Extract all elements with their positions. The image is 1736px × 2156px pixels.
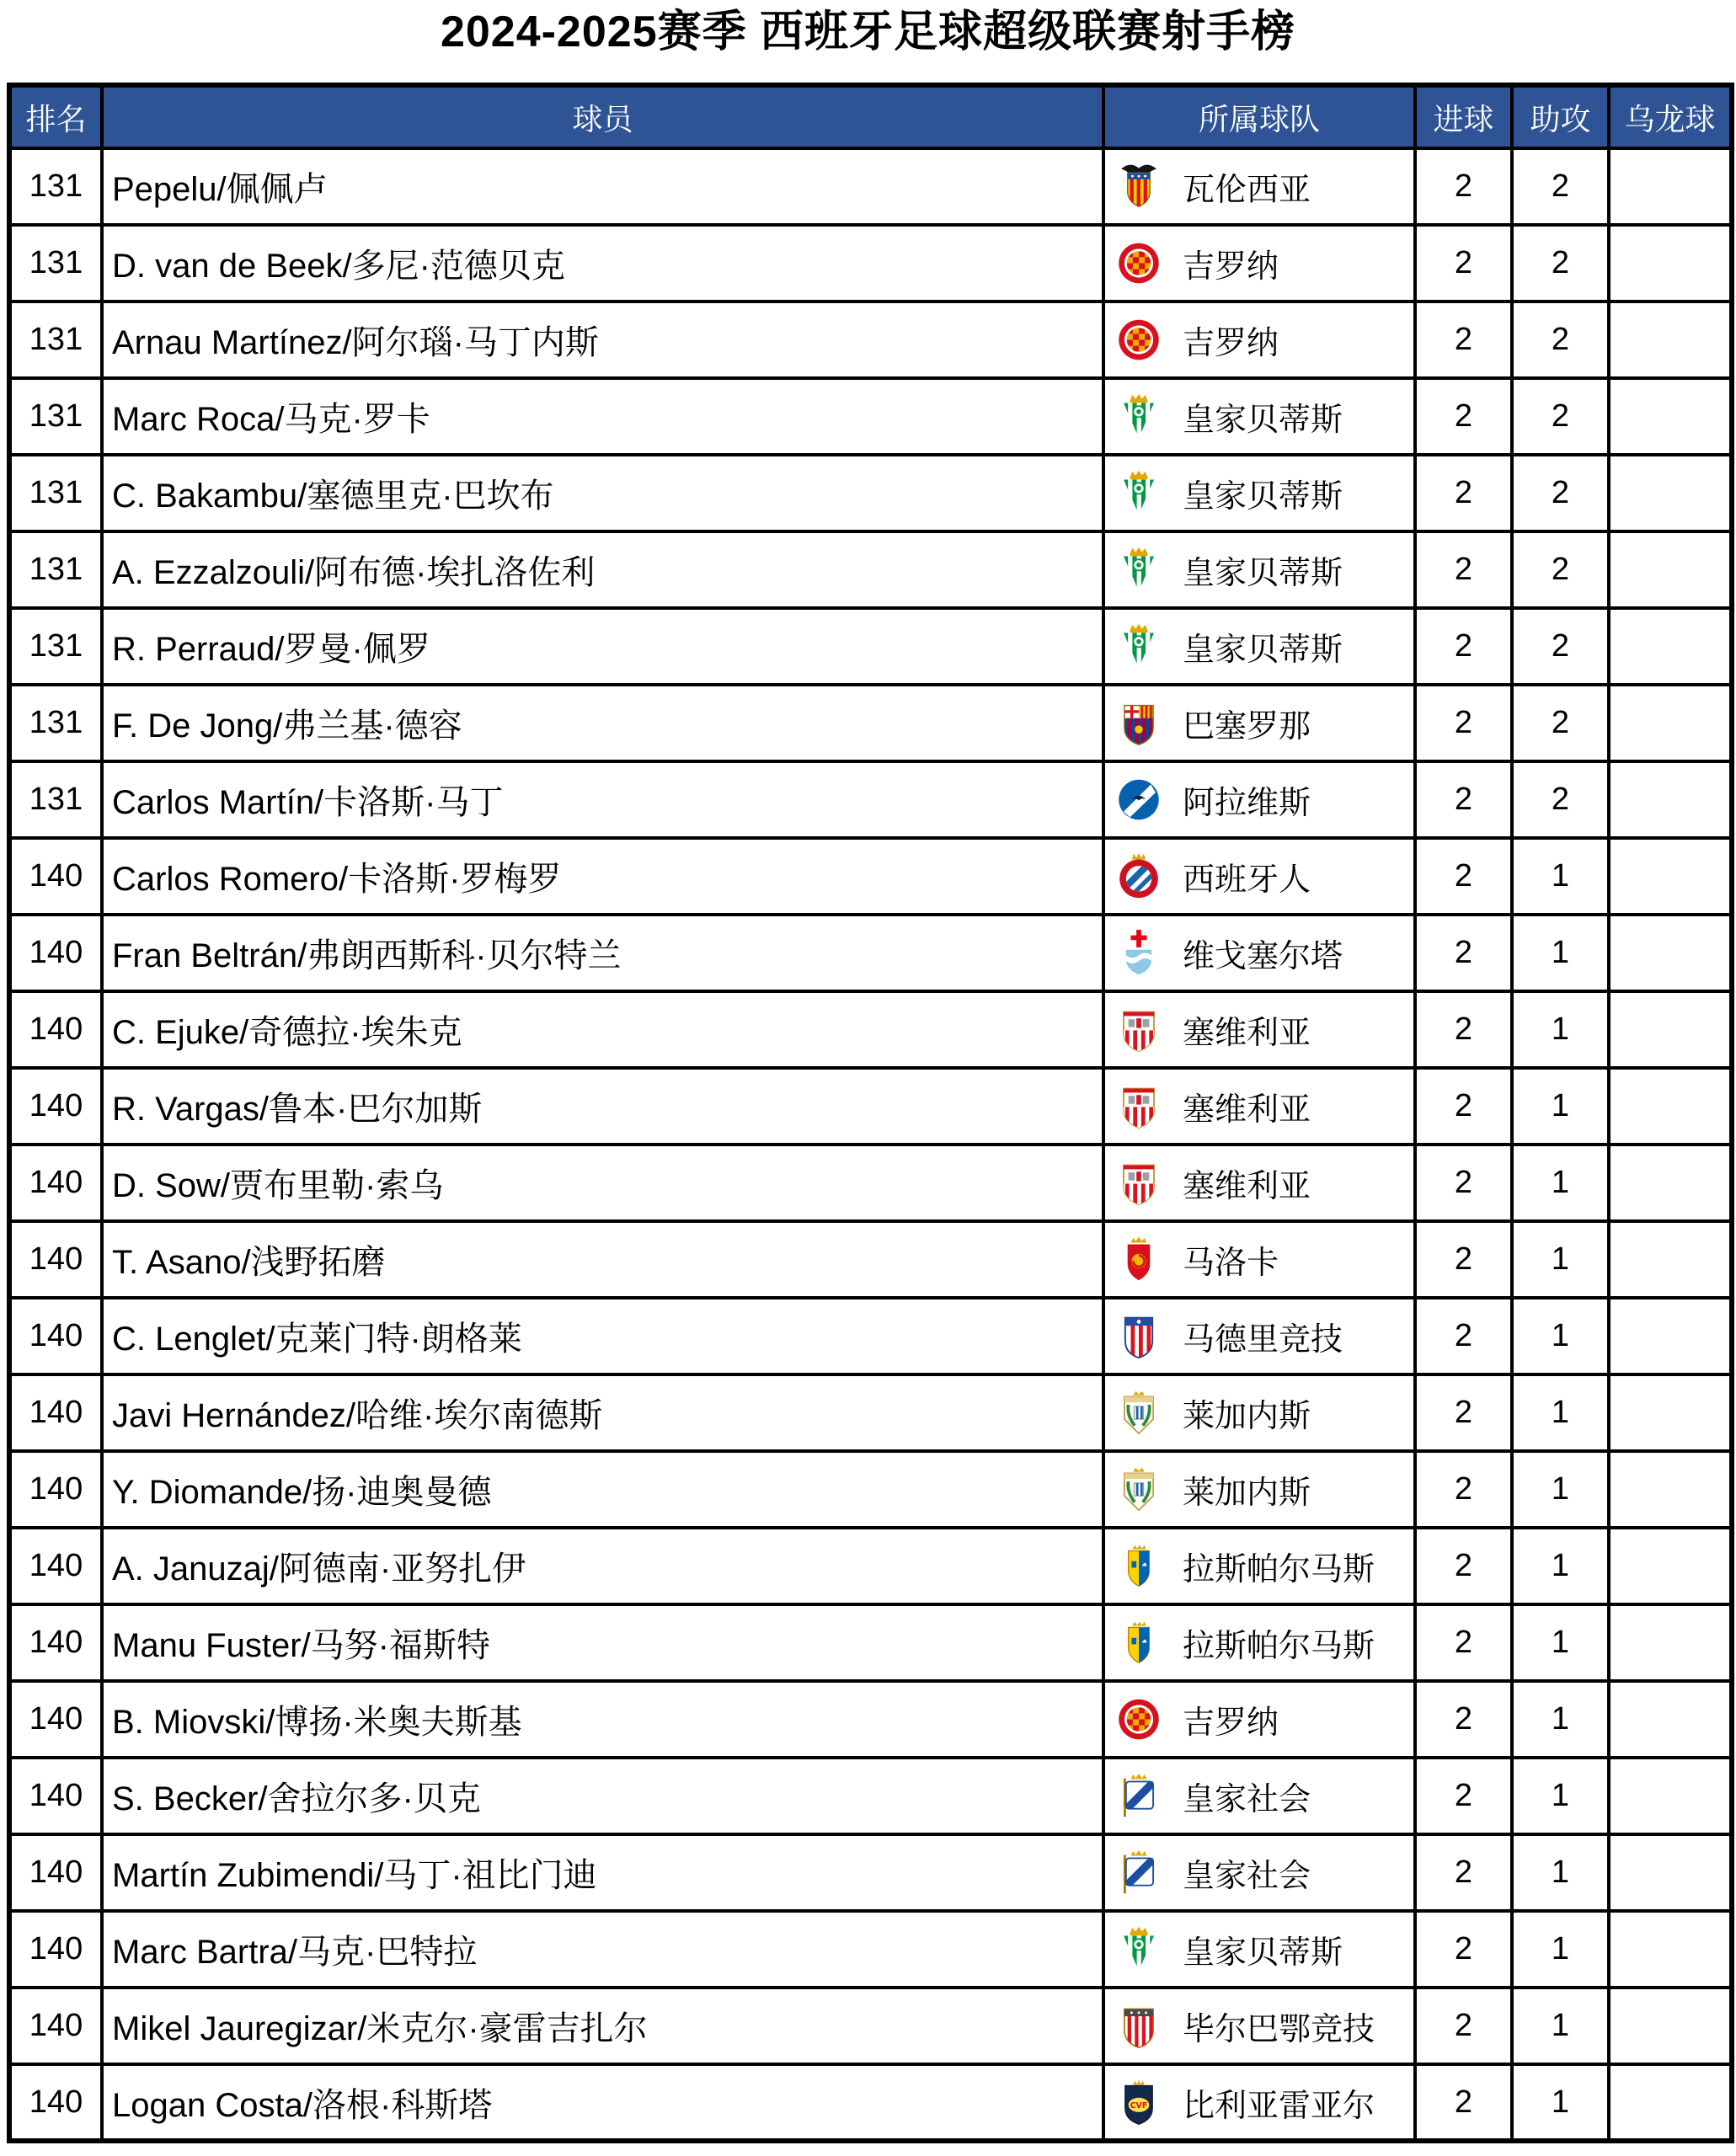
goals-cell: 2	[1415, 1988, 1512, 2064]
assists-cell: 2	[1512, 685, 1609, 761]
player-cell: Marc Bartra/马克·巴特拉	[102, 1911, 1103, 1988]
table-row	[9, 455, 1732, 531]
table-row	[9, 1221, 1732, 1298]
sociedad-crest-icon	[1117, 1849, 1161, 1897]
own-goals-cell	[1609, 1221, 1732, 1298]
team-cell	[1103, 531, 1415, 608]
own-goals-cell	[1609, 1528, 1732, 1604]
team-wrap	[1117, 2002, 1413, 2050]
assists-cell: 1	[1512, 915, 1609, 991]
header-team: 所属球队	[1103, 85, 1415, 148]
goals-cell: 2	[1415, 148, 1512, 225]
team-name: 马洛卡	[1183, 1246, 1279, 1281]
rank-cell: 131	[9, 302, 102, 378]
team-cell	[1103, 302, 1415, 378]
athletic-crest-icon	[1117, 2002, 1161, 2050]
rank-cell: 140	[9, 1451, 102, 1528]
own-goals-cell	[1609, 1068, 1732, 1145]
team-wrap	[1117, 1082, 1413, 1130]
table-row	[9, 685, 1732, 761]
team-wrap	[1117, 1772, 1413, 1820]
assists-cell: 1	[1512, 1068, 1609, 1145]
table-row	[9, 1451, 1732, 1528]
table-row	[9, 1604, 1732, 1681]
rank-cell: 131	[9, 455, 102, 531]
own-goals-cell	[1609, 378, 1732, 455]
team-cell	[1103, 1604, 1415, 1681]
own-goals-cell	[1609, 1374, 1732, 1451]
goals-cell: 2	[1415, 1758, 1512, 1834]
goals-cell: 2	[1415, 1911, 1512, 1988]
goals-cell: 2	[1415, 455, 1512, 531]
rank-cell: 140	[9, 1834, 102, 1911]
player-cell: Carlos Martín/卡洛斯·马丁	[102, 761, 1103, 838]
player-cell: Marc Roca/马克·罗卡	[102, 378, 1103, 455]
table-row	[9, 1068, 1732, 1145]
own-goals-cell	[1609, 685, 1732, 761]
table-row	[9, 915, 1732, 991]
team-wrap	[1117, 392, 1413, 440]
team-name: 吉罗纳	[1183, 326, 1279, 361]
rank-cell: 140	[9, 1068, 102, 1145]
player-cell: Carlos Romero/卡洛斯·罗梅罗	[102, 838, 1103, 915]
player-cell: Fran Beltrán/弗朗西斯科·贝尔特兰	[102, 915, 1103, 991]
rank-cell: 140	[9, 2064, 102, 2141]
team-cell	[1103, 1298, 1415, 1374]
team-cell	[1103, 1681, 1415, 1758]
table-row	[9, 1528, 1732, 1604]
player-cell: C. Bakambu/塞德里克·巴坎布	[102, 455, 1103, 531]
team-wrap	[1117, 1465, 1413, 1513]
player-cell: F. De Jong/弗兰基·德容	[102, 685, 1103, 761]
table-row	[9, 761, 1732, 838]
table-row	[9, 1374, 1732, 1451]
assists-cell: 1	[1512, 1298, 1609, 1374]
own-goals-cell	[1609, 915, 1732, 991]
team-wrap	[1117, 1389, 1413, 1437]
own-goals-cell	[1609, 2064, 1732, 2141]
rank-cell: 140	[9, 1911, 102, 1988]
team-wrap	[1117, 1925, 1413, 1973]
girona-crest-icon	[1117, 1695, 1161, 1743]
player-cell: A. Januzaj/阿德南·亚努扎伊	[102, 1528, 1103, 1604]
own-goals-cell	[1609, 531, 1732, 608]
player-cell: R. Vargas/鲁本·巴尔加斯	[102, 1068, 1103, 1145]
goals-cell: 2	[1415, 1221, 1512, 1298]
team-wrap	[1117, 2079, 1413, 2127]
rank-cell: 131	[9, 378, 102, 455]
goals-cell: 2	[1415, 1834, 1512, 1911]
own-goals-cell	[1609, 1451, 1732, 1528]
team-name: 拉斯帕尔马斯	[1183, 1552, 1375, 1588]
assists-cell: 2	[1512, 761, 1609, 838]
team-name: 吉罗纳	[1183, 1705, 1279, 1741]
team-cell	[1103, 991, 1415, 1068]
mallorca-crest-icon	[1117, 1235, 1161, 1283]
svg-text:CVF: CVF	[1130, 2100, 1148, 2111]
own-goals-cell	[1609, 148, 1732, 225]
sociedad-crest-icon	[1117, 1772, 1161, 1820]
table-header	[9, 85, 1732, 148]
rank-cell: 140	[9, 991, 102, 1068]
own-goals-cell	[1609, 1911, 1732, 1988]
rank-cell: 140	[9, 915, 102, 991]
rank-cell: 140	[9, 1988, 102, 2064]
team-wrap	[1117, 1619, 1413, 1667]
rank-cell: 140	[9, 1374, 102, 1451]
team-cell	[1103, 1911, 1415, 1988]
atletico-crest-icon	[1117, 1312, 1161, 1360]
team-cell	[1103, 455, 1415, 531]
team-wrap	[1117, 1312, 1413, 1360]
team-name: 维戈塞尔塔	[1183, 939, 1343, 974]
team-cell	[1103, 685, 1415, 761]
own-goals-cell	[1609, 608, 1732, 685]
goals-cell: 2	[1415, 1604, 1512, 1681]
goals-cell: 2	[1415, 1374, 1512, 1451]
player-cell: Logan Costa/洛根·科斯塔	[102, 2064, 1103, 2141]
assists-cell: 1	[1512, 1528, 1609, 1604]
rank-cell: 140	[9, 1758, 102, 1834]
team-cell	[1103, 1758, 1415, 1834]
team-wrap	[1117, 1235, 1413, 1283]
player-cell: Y. Diomande/扬·迪奥曼德	[102, 1451, 1103, 1528]
rank-cell: 131	[9, 608, 102, 685]
own-goals-cell	[1609, 1145, 1732, 1221]
assists-cell: 2	[1512, 148, 1609, 225]
alaves-crest-icon	[1117, 776, 1161, 824]
goals-cell: 2	[1415, 1451, 1512, 1528]
goals-cell: 2	[1415, 225, 1512, 302]
team-cell	[1103, 1221, 1415, 1298]
team-cell	[1103, 1528, 1415, 1604]
team-wrap	[1117, 1695, 1413, 1743]
table-row	[9, 1298, 1732, 1374]
rank-cell: 131	[9, 225, 102, 302]
team-name: 皇家贝蒂斯	[1183, 556, 1343, 591]
own-goals-cell	[1609, 1604, 1732, 1681]
team-cell	[1103, 1834, 1415, 1911]
goals-cell: 2	[1415, 608, 1512, 685]
table-row	[9, 302, 1732, 378]
rank-cell: 140	[9, 1298, 102, 1374]
own-goals-cell	[1609, 761, 1732, 838]
table-row	[9, 2064, 1732, 2141]
girona-crest-icon	[1117, 316, 1161, 364]
header-goals: 进球	[1415, 85, 1512, 148]
team-name: 吉罗纳	[1183, 249, 1279, 285]
team-name: 毕尔巴鄂竞技	[1183, 2012, 1375, 2047]
team-cell	[1103, 1988, 1415, 2064]
own-goals-cell	[1609, 1988, 1732, 2064]
team-cell	[1103, 148, 1415, 225]
player-cell: Pepelu/佩佩卢	[102, 148, 1103, 225]
assists-cell: 1	[1512, 1221, 1609, 1298]
team-name: 皇家贝蒂斯	[1183, 632, 1343, 668]
goals-cell: 2	[1415, 1298, 1512, 1374]
team-wrap	[1117, 316, 1413, 364]
sevilla-crest-icon	[1117, 1006, 1161, 1054]
team-cell	[1103, 608, 1415, 685]
table-row	[9, 148, 1732, 225]
team-cell	[1103, 378, 1415, 455]
goals-cell: 2	[1415, 1528, 1512, 1604]
rank-cell: 131	[9, 761, 102, 838]
team-name: 塞维利亚	[1183, 1016, 1311, 1051]
team-name: 皇家贝蒂斯	[1183, 1935, 1343, 1971]
leganes-crest-icon	[1117, 1465, 1161, 1513]
team-name: 塞维利亚	[1183, 1092, 1311, 1128]
own-goals-cell	[1609, 302, 1732, 378]
team-wrap	[1117, 546, 1413, 594]
table-body	[9, 148, 1732, 2141]
rank-cell: 140	[9, 1145, 102, 1221]
assists-cell: 2	[1512, 378, 1609, 455]
team-cell	[1103, 1068, 1415, 1145]
table-row	[9, 1145, 1732, 1221]
header-player: 球员	[102, 85, 1103, 148]
sevilla-crest-icon	[1117, 1159, 1161, 1207]
goals-cell: 2	[1415, 685, 1512, 761]
own-goals-cell	[1609, 1834, 1732, 1911]
assists-cell: 2	[1512, 302, 1609, 378]
player-cell: Mikel Jauregizar/米克尔·豪雷吉扎尔	[102, 1988, 1103, 2064]
own-goals-cell	[1609, 991, 1732, 1068]
goals-cell: 2	[1415, 761, 1512, 838]
espanyol-crest-icon	[1117, 852, 1161, 900]
assists-cell: 1	[1512, 1988, 1609, 2064]
player-cell: D. Sow/贾布里勒·索乌	[102, 1145, 1103, 1221]
assists-cell: 1	[1512, 991, 1609, 1068]
team-name: 巴塞罗那	[1183, 709, 1311, 744]
team-cell	[1103, 1145, 1415, 1221]
rank-cell: 140	[9, 1604, 102, 1681]
assists-cell: 1	[1512, 2064, 1609, 2141]
team-name: 西班牙人	[1183, 862, 1311, 898]
table-row	[9, 1834, 1732, 1911]
player-cell: D. van de Beek/多尼·范德贝克	[102, 225, 1103, 302]
rank-cell: 131	[9, 148, 102, 225]
assists-cell: 1	[1512, 1604, 1609, 1681]
team-wrap	[1117, 1006, 1413, 1054]
goals-cell: 2	[1415, 1068, 1512, 1145]
team-wrap	[1117, 239, 1413, 287]
betis-crest-icon	[1117, 469, 1161, 517]
villarreal-crest-icon	[1117, 2079, 1161, 2127]
team-name: 马德里竞技	[1183, 1322, 1343, 1358]
table-row	[9, 838, 1732, 915]
header-assists: 助攻	[1512, 85, 1609, 148]
rank-cell: 140	[9, 838, 102, 915]
table-row	[9, 991, 1732, 1068]
assists-cell: 1	[1512, 1681, 1609, 1758]
goals-cell: 2	[1415, 531, 1512, 608]
goals-cell: 2	[1415, 2064, 1512, 2141]
rank-cell: 140	[9, 1221, 102, 1298]
rank-cell: 131	[9, 531, 102, 608]
betis-crest-icon	[1117, 392, 1161, 440]
team-name: 莱加内斯	[1183, 1476, 1311, 1511]
own-goals-cell	[1609, 838, 1732, 915]
team-cell	[1103, 1374, 1415, 1451]
goals-cell: 2	[1415, 302, 1512, 378]
team-cell	[1103, 915, 1415, 991]
team-name: 瓦伦西亚	[1183, 173, 1311, 208]
las-palmas-crest-icon	[1117, 1619, 1161, 1667]
team-wrap	[1117, 163, 1413, 211]
page-title: 2024-2025赛季 西班牙足球超级联赛射手榜	[440, 8, 1296, 56]
team-cell	[1103, 761, 1415, 838]
team-wrap	[1117, 776, 1413, 824]
celta-crest-icon	[1117, 929, 1161, 977]
table-row	[9, 1988, 1732, 2064]
assists-cell: 1	[1512, 1834, 1609, 1911]
goals-cell: 2	[1415, 1681, 1512, 1758]
player-cell: T. Asano/浅野拓磨	[102, 1221, 1103, 1298]
team-wrap	[1117, 1542, 1413, 1590]
goals-cell: 2	[1415, 991, 1512, 1068]
team-cell	[1103, 225, 1415, 302]
assists-cell: 2	[1512, 455, 1609, 531]
team-name: 比利亚雷亚尔	[1183, 2088, 1375, 2124]
goals-cell: 2	[1415, 915, 1512, 991]
assists-cell: 1	[1512, 838, 1609, 915]
assists-cell: 1	[1512, 1911, 1609, 1988]
team-wrap	[1117, 1159, 1413, 1207]
team-name: 塞维利亚	[1183, 1169, 1311, 1204]
own-goals-cell	[1609, 225, 1732, 302]
team-name: 皇家贝蒂斯	[1183, 403, 1343, 438]
team-wrap	[1117, 699, 1413, 747]
team-wrap	[1117, 1849, 1413, 1897]
own-goals-cell	[1609, 1758, 1732, 1834]
own-goals-cell	[1609, 1681, 1732, 1758]
player-cell: B. Miovski/博扬·米奥夫斯基	[102, 1681, 1103, 1758]
assists-cell: 1	[1512, 1451, 1609, 1528]
team-name: 皇家社会	[1183, 1782, 1311, 1817]
assists-cell: 2	[1512, 531, 1609, 608]
table-row	[9, 1758, 1732, 1834]
player-cell: C. Lenglet/克莱门特·朗格莱	[102, 1298, 1103, 1374]
rank-cell: 140	[9, 1528, 102, 1604]
rank-cell: 131	[9, 685, 102, 761]
table-row	[9, 378, 1732, 455]
player-cell: Martín Zubimendi/马丁·祖比门迪	[102, 1834, 1103, 1911]
table-row	[9, 531, 1732, 608]
goals-cell: 2	[1415, 1145, 1512, 1221]
player-cell: Manu Fuster/马努·福斯特	[102, 1604, 1103, 1681]
betis-crest-icon	[1117, 546, 1161, 594]
team-wrap	[1117, 469, 1413, 517]
own-goals-cell	[1609, 1298, 1732, 1374]
team-cell	[1103, 838, 1415, 915]
header-row	[9, 85, 1732, 148]
valencia-crest-icon	[1117, 163, 1161, 211]
assists-cell: 2	[1512, 225, 1609, 302]
leganes-crest-icon	[1117, 1389, 1161, 1437]
header-rank: 排名	[9, 85, 102, 148]
table-row	[9, 225, 1732, 302]
team-name: 皇家社会	[1183, 1859, 1311, 1894]
team-wrap	[1117, 852, 1413, 900]
table-row	[9, 1681, 1732, 1758]
player-cell: Javi Hernández/哈维·埃尔南德斯	[102, 1374, 1103, 1451]
player-cell: C. Ejuke/奇德拉·埃朱克	[102, 991, 1103, 1068]
team-name: 莱加内斯	[1183, 1399, 1311, 1434]
assists-cell: 1	[1512, 1758, 1609, 1834]
barcelona-crest-icon	[1117, 699, 1161, 747]
player-cell: R. Perraud/罗曼·佩罗	[102, 608, 1103, 685]
assists-cell: 2	[1512, 608, 1609, 685]
team-name: 皇家贝蒂斯	[1183, 479, 1343, 515]
scorers-table	[7, 83, 1734, 2143]
player-cell: Arnau Martínez/阿尔瑙·马丁内斯	[102, 302, 1103, 378]
player-cell: S. Becker/舍拉尔多·贝克	[102, 1758, 1103, 1834]
header-own-goals: 乌龙球	[1609, 85, 1732, 148]
table-row	[9, 1911, 1732, 1988]
betis-crest-icon	[1117, 1925, 1161, 1973]
las-palmas-crest-icon	[1117, 1542, 1161, 1590]
girona-crest-icon	[1117, 239, 1161, 287]
goals-cell: 2	[1415, 838, 1512, 915]
sevilla-crest-icon	[1117, 1082, 1161, 1130]
team-wrap	[1117, 929, 1413, 977]
team-cell	[1103, 1451, 1415, 1528]
assists-cell: 1	[1512, 1374, 1609, 1451]
betis-crest-icon	[1117, 622, 1161, 670]
own-goals-cell	[1609, 455, 1732, 531]
team-wrap	[1117, 622, 1413, 670]
team-cell	[1103, 2064, 1415, 2141]
player-cell: A. Ezzalzouli/阿布德·埃扎洛佐利	[102, 531, 1103, 608]
rank-cell: 140	[9, 1681, 102, 1758]
table-row	[9, 608, 1732, 685]
team-name: 阿拉维斯	[1183, 786, 1311, 821]
team-name: 拉斯帕尔马斯	[1183, 1629, 1375, 1664]
goals-cell: 2	[1415, 378, 1512, 455]
assists-cell: 1	[1512, 1145, 1609, 1221]
